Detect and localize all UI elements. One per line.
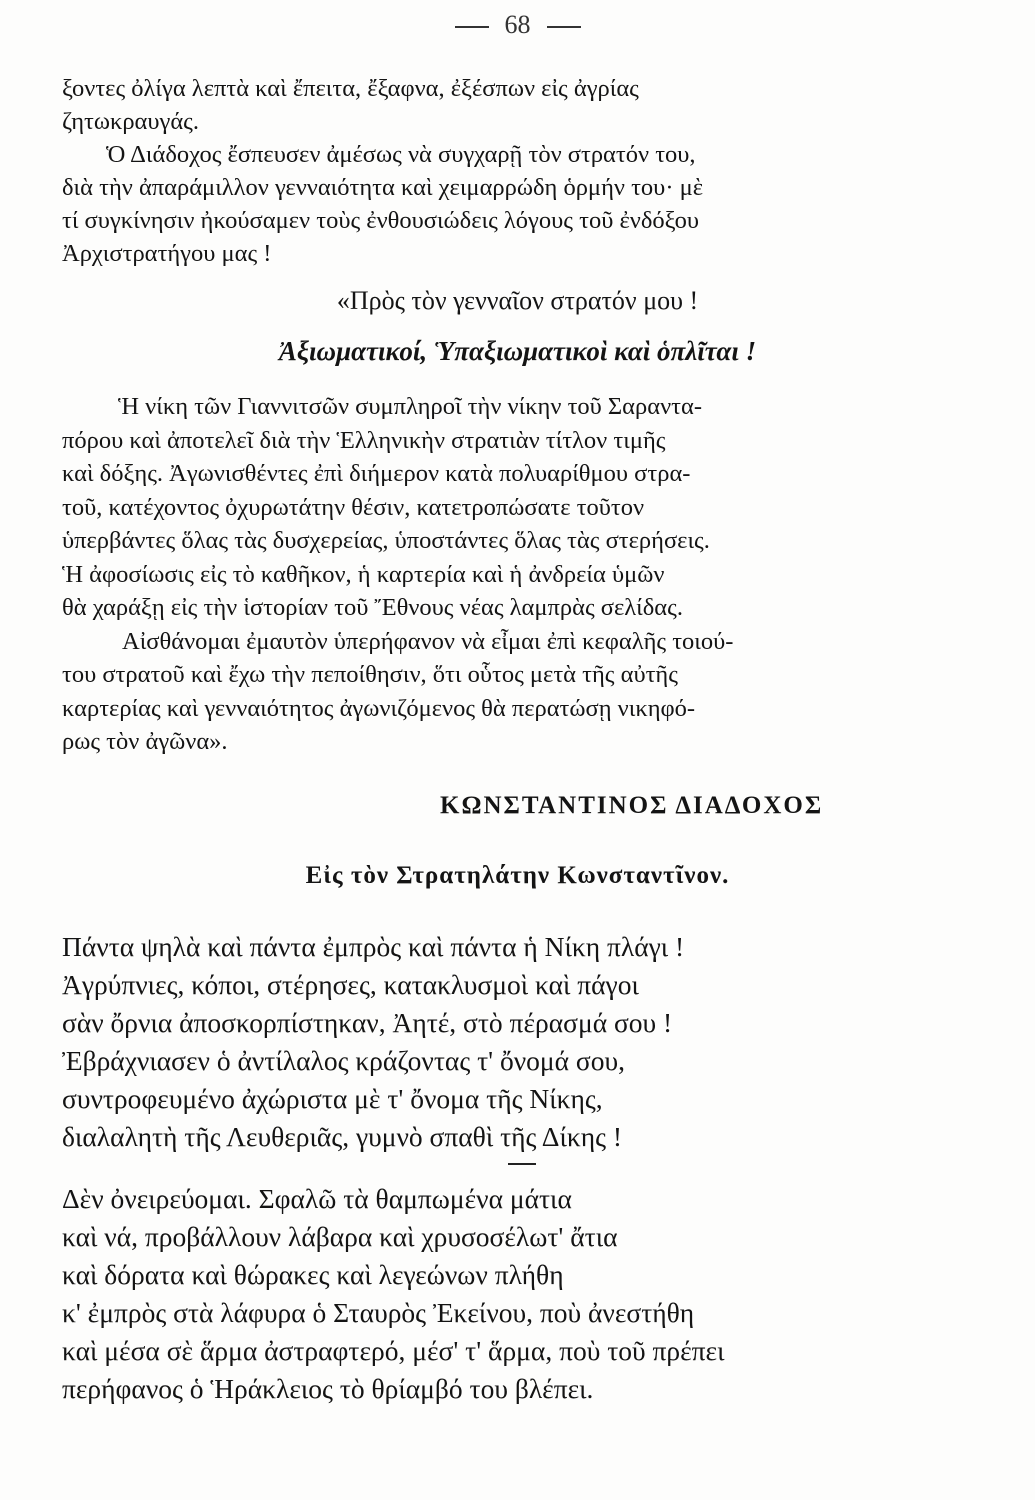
- verse-line: καὶ νά, προβάλλουν λάβαρα καὶ χρυσοσέλωτ' ἄτια: [62, 1221, 618, 1252]
- header-dash-left: [455, 26, 489, 28]
- text-line: Αἰσθάνομαι ἐμαυτὸν ὑπερήφανον νὰ εἶμαι ἐπὶ κεφαλῆς τοιού-: [122, 627, 734, 655]
- page-header: [0, 10, 1035, 40]
- verse-line: σὰν ὄρνια ἀποσκορπίστηκαν, Ἀητέ, στὸ πέρασμά σου !: [62, 1007, 673, 1038]
- verse-line: Δὲν ὀνειρεύομαι. Σφαλῶ τὰ θαμπωμένα μάτια: [62, 1183, 572, 1214]
- text-line: τοῦ, κατέχοντος ὀχυρωτάτην θέσιν, κατετροπώσατε τοῦτον: [62, 493, 645, 521]
- proclamation-title: «Πρὸς τὸν γενναῖον στρατόν μου !: [336, 286, 699, 315]
- stanza-separator: [508, 1163, 536, 1165]
- verse-line: περήφανος ὁ Ἡράκλειος τὸ θρίαμβό του βλέπει.: [62, 1373, 594, 1404]
- poem-title: Εἰς τὸν Στρατηλάτην Κωνσταντῖνον.: [305, 862, 730, 889]
- intro-paragraph: [62, 72, 1017, 138]
- text-line: του στρατοῦ καὶ ἔχω τὴν πεποίθησιν, ὅτι οὗτος μετὰ τῆς αὐτῆς: [62, 661, 678, 688]
- text-line: ζητωκραυγάς.: [62, 108, 199, 135]
- text-line: Ἡ νίκη τῶν Γιαννιτσῶν συμπληροῖ τὴν νίκην τοῦ Σαραντα-: [118, 393, 702, 420]
- verse-line: διαλαλητὴ τῆς Λευθεριᾶς, γυμνὸ σπαθὶ τῆς Δίκης !: [62, 1121, 623, 1152]
- text-line: Ὁ Διάδοχος ἔσπευσεν ἀμέσως νὰ συγχαρῇ τὸν στρατόν του,: [106, 141, 696, 168]
- text-line: πόρου καὶ ἀποτελεῖ διὰ τὴν Ἑλληνικὴν στρατιὰν τίτλον τιμῆς: [62, 426, 666, 454]
- text-line: ξοντες ὀλίγα λεπτὰ καὶ ἔπειτα, ἔξαφνα, ἐξέσπων εἰς ἀγρίας: [62, 75, 639, 102]
- verse-line: κ' ἐμπρὸς στὰ λάφυρα ὁ Σταυρὸς Ἐκείνου, ποὺ ἀνεστήθη: [62, 1297, 695, 1328]
- text-line: ρως τὸν ἀγῶνα».: [62, 728, 228, 755]
- text-line: καρτερίας καὶ γενναιότητος ἀγωνιζόμενος θὰ περατώσῃ νικηφό-: [62, 694, 696, 722]
- page-number: 68: [504, 10, 531, 39]
- verse-line: Ἐβράχνιασεν ὁ ἀντίλαλος κράζοντας τ' ὄνομά σου,: [62, 1045, 625, 1076]
- text-line: διὰ τὴν ἀπαράμιλλον γενναιότητα καὶ χειμαρρώδη ὁρμήν του· μὲ: [62, 174, 704, 201]
- proclamation-subtitle: Ἀξιωματικοί, Ὑπαξιωματικοὶ καὶ ὁπλῖται !: [278, 336, 757, 366]
- intro-text: [62, 72, 1017, 270]
- verse-line: Πάντα ψηλὰ καὶ πάντα ἐμπρὸς καὶ πάντα ἡ Νίκη πλάγι !: [62, 931, 685, 962]
- proclamation-body: [62, 390, 1017, 759]
- poem-stanza: [62, 928, 1017, 1156]
- text-line: Ἀρχιστρατήγου μας !: [62, 240, 272, 267]
- text-line: Ἡ ἀφοσίωσις εἰς τὸ καθῆκον, ἡ καρτερία καὶ ἡ ἀνδρεία ὑμῶν: [62, 560, 665, 588]
- text-line: καὶ δόξης. Ἀγωνισθέντες ἐπὶ διήμερον κατὰ πολυαρίθμου στρα-: [62, 460, 691, 487]
- signature: ΚΩΝΣΤΑΝΤΙΝΟΣ ΔΙΑΔΟΧΟΣ: [440, 792, 824, 819]
- text-line: τί συγκίνησιν ἠκούσαμεν τοὺς ἐνθουσιώδεις λόγους τοῦ ἐνδόξου: [62, 207, 699, 234]
- text-line: θὰ χαράξῃ εἰς τὴν ἱστορίαν τοῦ Ἔθνους νέας λαμπρὰς σελίδας.: [62, 594, 683, 621]
- verse-line: καὶ δόρατα καὶ θώρακες καὶ λεγεώνων πλήθη: [62, 1259, 564, 1290]
- poem-stanza: [62, 1180, 1017, 1408]
- header-dash-right: [547, 26, 581, 28]
- diadoch-paragraph: [62, 138, 1017, 270]
- verse-line: Ἀγρύπνιες, κόποι, στέρησες, κατακλυσμοὶ καὶ πάγοι: [62, 969, 639, 1000]
- verse-line: καὶ μέσα σὲ ἅρμα ἀστραφτερό, μέσ' τ' ἅρμα, ποὺ τοῦ πρέπει: [62, 1335, 725, 1366]
- text-line: ὑπερβάντες ὅλας τὰς δυσχερείας, ὑποστάντες ὅλας τὰς στερήσεις.: [62, 527, 710, 554]
- verse-line: συντροφευμένο ἀχώριστα μὲ τ' ὄνομα τῆς Νίκης,: [62, 1083, 603, 1114]
